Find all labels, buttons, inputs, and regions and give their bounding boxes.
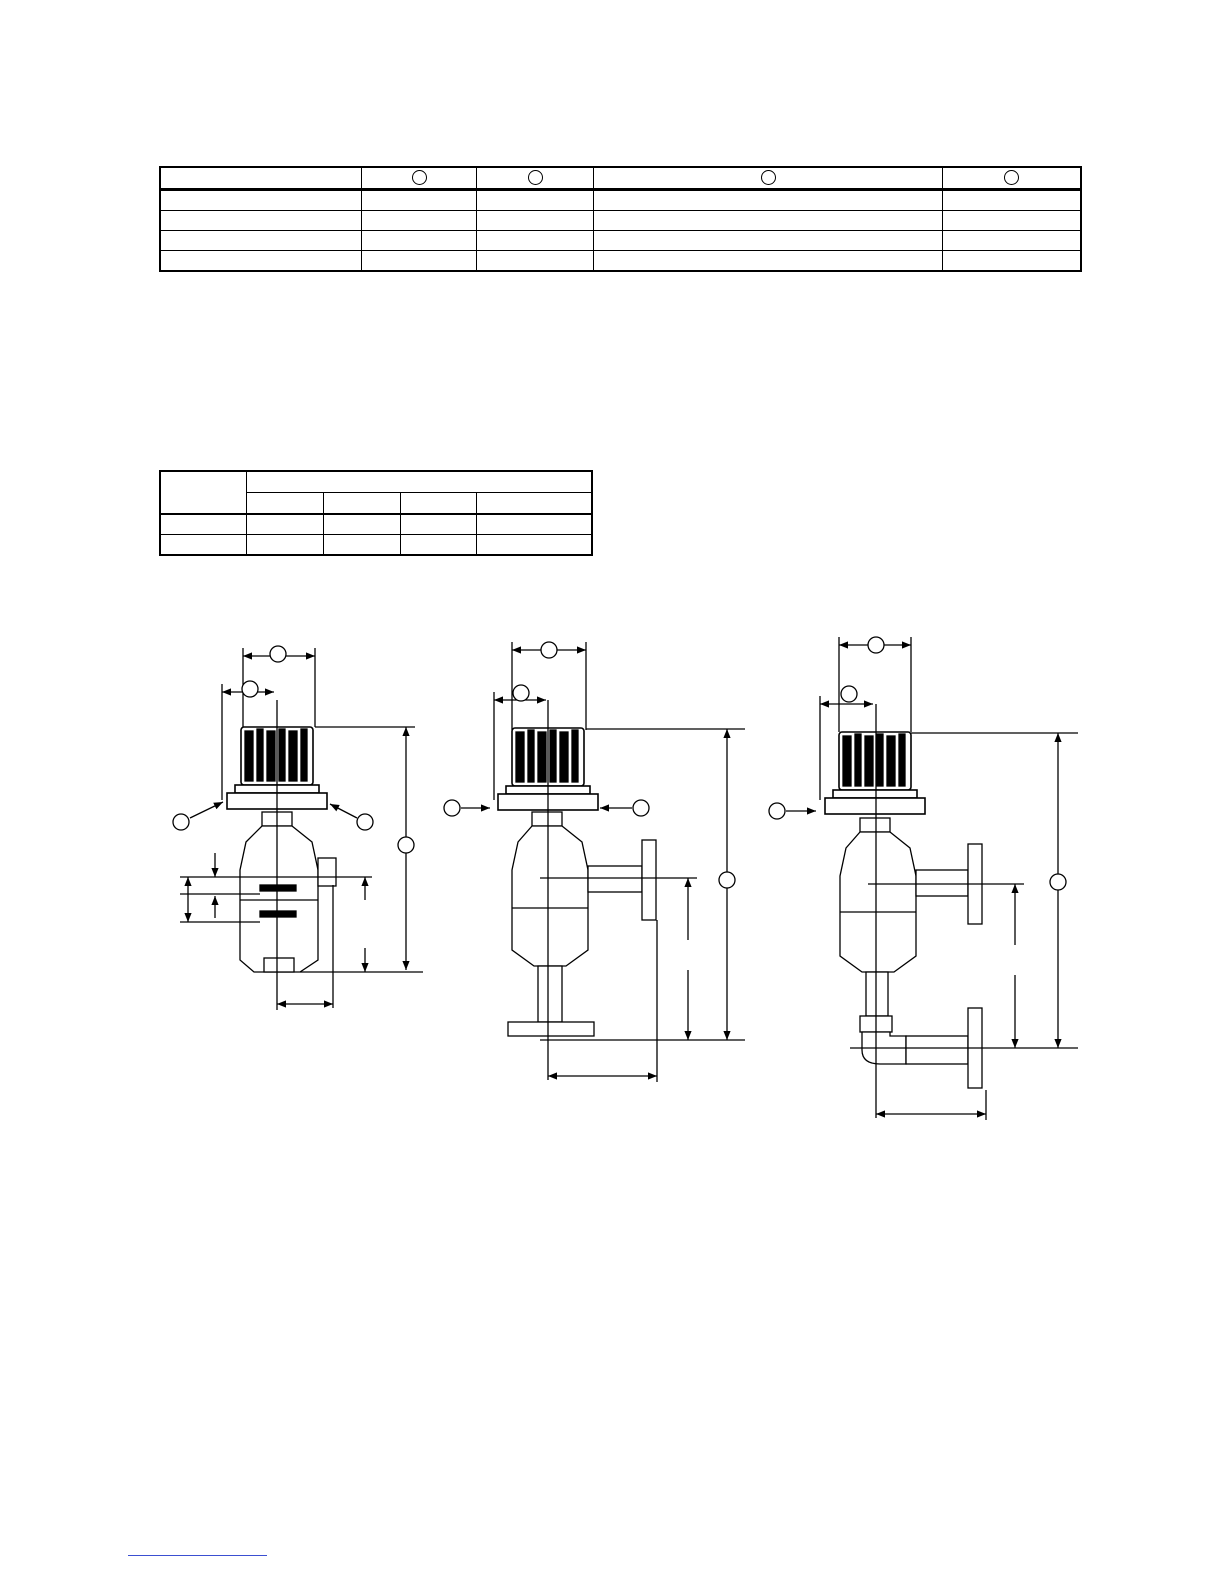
footer-rule [128, 1555, 267, 1556]
trap-body-view [173, 646, 423, 1010]
trap-side-flange-view [444, 642, 745, 1082]
trap-elbow-flange-view [769, 637, 1078, 1120]
